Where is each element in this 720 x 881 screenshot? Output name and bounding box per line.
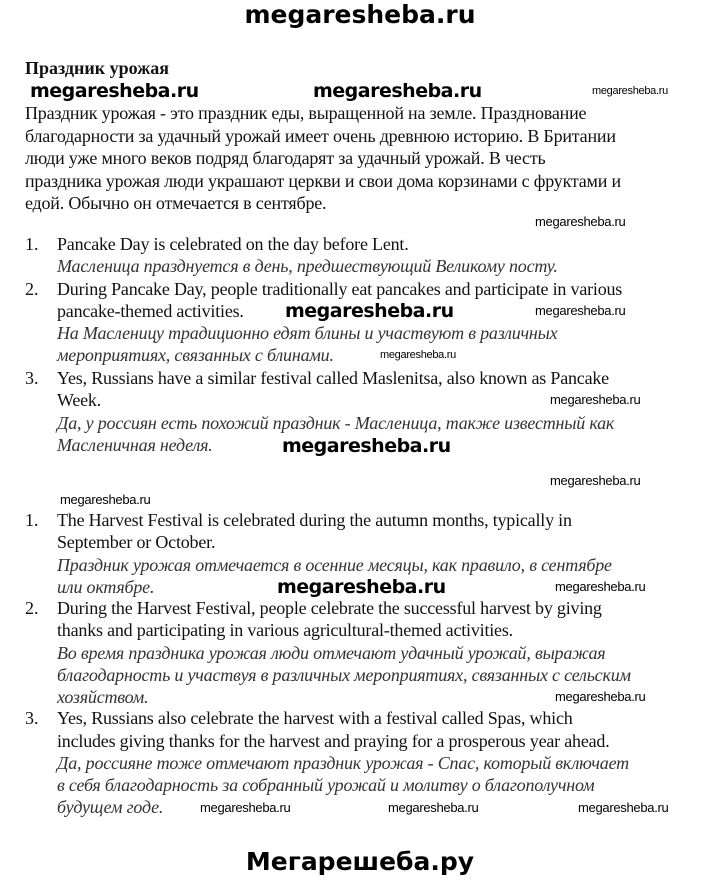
item-number: 3.: [25, 708, 39, 728]
answer-en: During Pancake Day, people traditionally eat pancakes and participate in various: [57, 279, 623, 299]
answer-ru: мероприятиях, связанных с блинами.: [57, 345, 334, 365]
watermark: megaresheba.ru: [285, 300, 454, 322]
watermark: megaresheba.ru: [535, 214, 626, 229]
intro-line: Праздник урожая - это праздник еды, выращенной на земле. Празднование: [25, 103, 587, 123]
intro-line: благодарности за удачный урожай имеет очень древнюю историю. В Британии: [25, 126, 616, 146]
answer-ru: Во время праздника урожая люди отмечают удачный урожай, выражая: [57, 643, 606, 663]
watermark: megaresheba.ru: [578, 800, 669, 815]
item-number: 2.: [25, 598, 39, 618]
watermark: megaresheba.ru: [313, 80, 482, 102]
item-number: 1.: [25, 510, 39, 530]
header-watermark: megaresheba.ru: [244, 0, 476, 29]
answer-ru: в себя благодарность за собранный урожай и молитву о благополучном: [57, 775, 595, 795]
answer-ru: хозяйством.: [57, 687, 149, 707]
answer-en: Week.: [57, 390, 102, 410]
answer-en: thanks and participating in various agricultural-themed activities.: [57, 620, 513, 640]
watermark: megaresheba.ru: [277, 576, 446, 598]
answer-en: September or October.: [57, 532, 216, 552]
answer-ru: будущем годе.: [57, 797, 164, 817]
watermark: megaresheba.ru: [535, 303, 626, 318]
watermark: megaresheba.ru: [555, 579, 646, 594]
watermark: megaresheba.ru: [550, 473, 641, 488]
watermark: megaresheba.ru: [282, 435, 451, 457]
intro-line: люди уже много веков подряд благодарят за удачный урожай. В честь: [25, 148, 546, 168]
answer-ru: Масленичная неделя.: [57, 435, 213, 455]
watermark: megaresheba.ru: [200, 800, 291, 815]
answer-ru: На Масленицу традиционно едят блины и участвуют в различных: [57, 323, 558, 343]
watermark: megaresheba.ru: [592, 85, 668, 97]
section-title: Праздник урожая: [25, 58, 169, 78]
watermark: megaresheba.ru: [388, 800, 479, 815]
answer-ru: благодарность и участвуя в различных мероприятиях, связанных с сельским: [57, 665, 631, 685]
watermark: megaresheba.ru: [60, 492, 151, 507]
answer-en: During the Harvest Festival, people celebrate the successful harvest by giving: [57, 598, 602, 618]
answer-en: The Harvest Festival is celebrated during the autumn months, typically in: [57, 510, 572, 530]
item-number: 3.: [25, 368, 39, 388]
item-number: 2.: [25, 279, 39, 299]
footer-watermark: Мегарешеба.ру: [245, 847, 475, 876]
answer-ru: или октябре.: [57, 577, 155, 597]
intro-line: праздника урожая люди украшают церкви и свои дома корзинами с фруктами и: [25, 171, 621, 191]
watermark: megaresheba.ru: [30, 80, 199, 102]
answer-ru: Да, россияне тоже отмечают праздник урожая - Спас, который включает: [57, 753, 629, 773]
item-number: 1.: [25, 234, 39, 254]
intro-line: едой. Обычно он отмечается в сентябре.: [25, 193, 327, 213]
answer-en: includes giving thanks for the harvest and praying for a prosperous year ahead.: [57, 731, 610, 751]
answer-ru: Масленица празднуется в день, предшествующий Великому посту.: [57, 256, 558, 276]
answer-en: pancake-themed activities.: [57, 301, 244, 321]
answer-en: Pancake Day is celebrated on the day before Lent.: [57, 234, 409, 254]
answer-ru: Да, у россиян есть похожий праздник - Масленица, также известный как: [57, 413, 615, 433]
answer-en: Yes, Russians also celebrate the harvest with a festival called Spas, which: [57, 708, 573, 728]
watermark: megaresheba.ru: [550, 392, 641, 407]
answer-en: Yes, Russians have a similar festival called Maslenitsa, also known as Pancake: [57, 368, 609, 388]
watermark: megaresheba.ru: [555, 689, 646, 704]
watermark: megaresheba.ru: [380, 349, 456, 361]
answer-ru: Праздник урожая отмечается в осенние месяцы, как правило, в сентябре: [57, 555, 612, 575]
